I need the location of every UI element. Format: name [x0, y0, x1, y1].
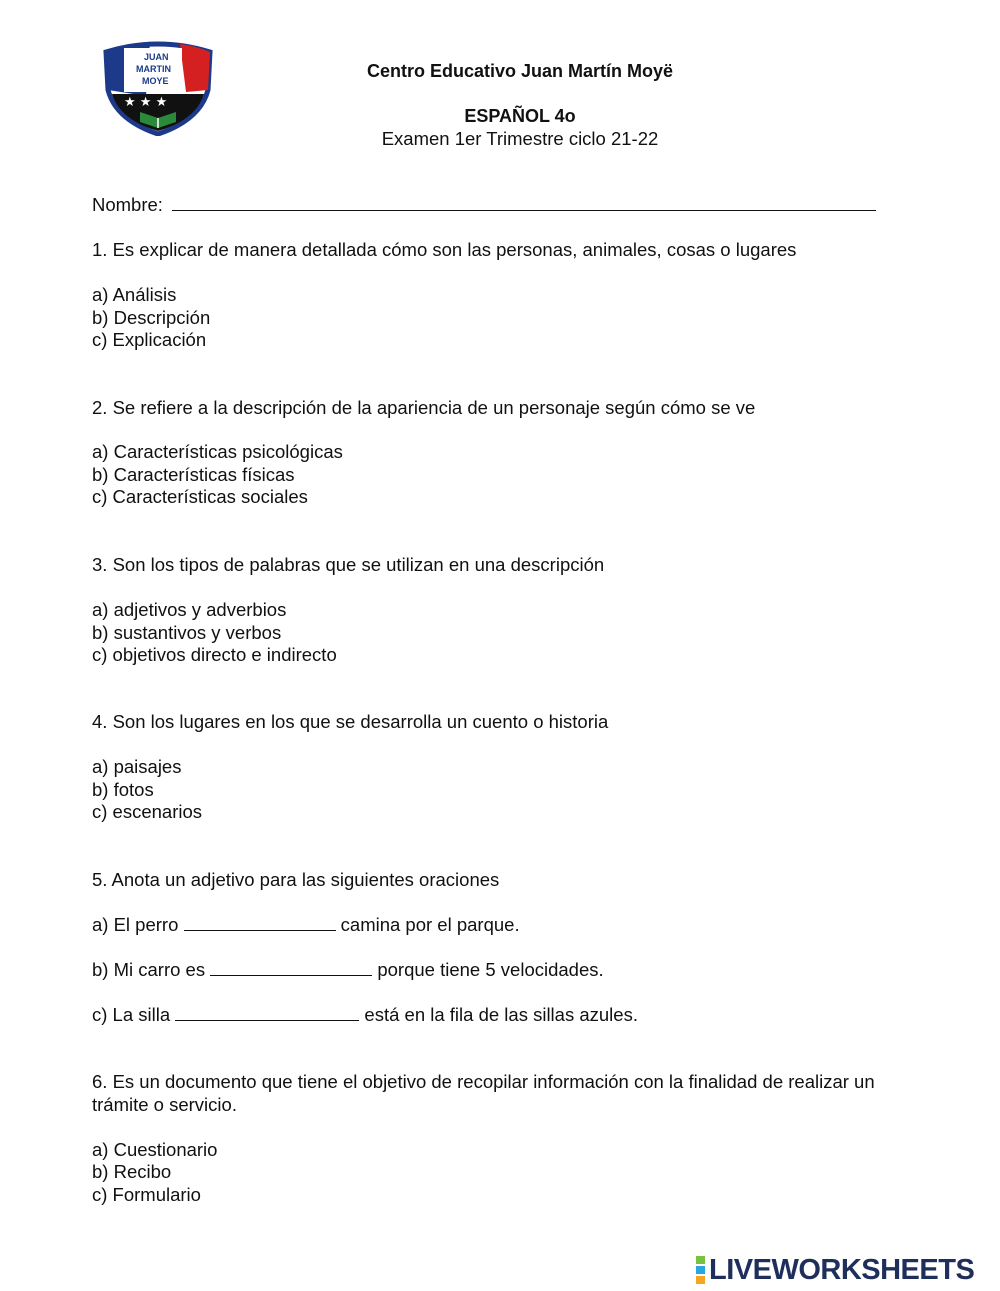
q6-option-b[interactable]: b) Recibo — [92, 1161, 172, 1182]
q3-option-c[interactable]: c) objetivos directo e indirecto — [92, 644, 337, 665]
q5c-before: c) La silla — [92, 1004, 171, 1025]
q6-option-c[interactable]: c) Formulario — [92, 1184, 201, 1205]
q4-option-a[interactable]: a) paisajes — [92, 756, 182, 777]
question-6: 6. Es un documento que tiene el objetivo de recopilar información con la finalidad de realizar un — [92, 1071, 875, 1092]
q2-option-b[interactable]: b) Características físicas — [92, 464, 295, 485]
school-name: Centro Educativo Juan Martín Moyë — [366, 61, 674, 81]
question-5: 5. Anota un adjetivo para las siguientes oraciones — [92, 869, 500, 890]
q3-option-a[interactable]: a) adjetivos y adverbios — [92, 599, 287, 620]
q4-option-b[interactable]: b) fotos — [92, 779, 154, 800]
liveworksheets-logo — [696, 1254, 974, 1286]
q5a-before: a) El perro — [92, 914, 179, 935]
logo-text-line-3: MOYE — [142, 76, 169, 86]
question-3: 3. Son los tipos de palabras que se utilizan en una descripción — [92, 554, 605, 575]
q5a-blank[interactable] — [184, 914, 336, 931]
name-row — [92, 194, 876, 216]
q5-sentence-a — [92, 914, 520, 936]
question-1: 1. Es explicar de manera detallada cómo son las personas, animales, cosas o lugares — [92, 239, 797, 260]
question-2: 2. Se refiere a la descripción de la apariencia de un personaje según cómo se ve — [92, 397, 756, 418]
q5c-blank[interactable] — [175, 1004, 359, 1021]
liveworksheets-text: LIVEWORKSHEETS — [709, 1253, 975, 1286]
q3-option-b[interactable]: b) sustantivos y verbos — [92, 622, 282, 643]
subject-title: ESPAÑOL 4o — [464, 106, 576, 126]
liveworksheets-icon — [696, 1255, 705, 1285]
q5b-blank[interactable] — [210, 959, 372, 976]
q1-option-c[interactable]: c) Explicación — [92, 329, 207, 350]
q5b-before: b) Mi carro es — [92, 959, 206, 980]
q2-option-a[interactable]: a) Características psicológicas — [92, 441, 343, 462]
q2-option-c[interactable]: c) Características sociales — [92, 486, 308, 507]
q5-sentence-c — [92, 1004, 638, 1026]
svg-text:★ ★ ★: ★ ★ ★ — [124, 95, 168, 110]
logo-text-line-1: JUAN — [144, 52, 169, 62]
name-input-line[interactable] — [172, 194, 876, 211]
question-4: 4. Son los lugares en los que se desarrolla un cuento o historia — [92, 711, 609, 732]
question-6-cont: trámite o servicio. — [92, 1094, 237, 1115]
exam-subtitle: Examen 1er Trimestre ciclo 21-22 — [381, 128, 659, 149]
logo-text-line-2: MARTIN — [136, 64, 171, 74]
q5a-after: camina por el parque. — [340, 914, 520, 935]
q6-option-a[interactable]: a) Cuestionario — [92, 1139, 218, 1160]
q5-sentence-b — [92, 959, 604, 981]
q4-option-c[interactable]: c) escenarios — [92, 801, 203, 822]
q1-option-a[interactable]: a) Análisis — [92, 284, 177, 305]
q5b-after: porque tiene 5 velocidades. — [377, 959, 604, 980]
q5c-after: está en la fila de las sillas azules. — [364, 1004, 638, 1025]
q1-option-b[interactable]: b) Descripción — [92, 307, 211, 328]
name-label: Nombre: — [92, 194, 163, 215]
